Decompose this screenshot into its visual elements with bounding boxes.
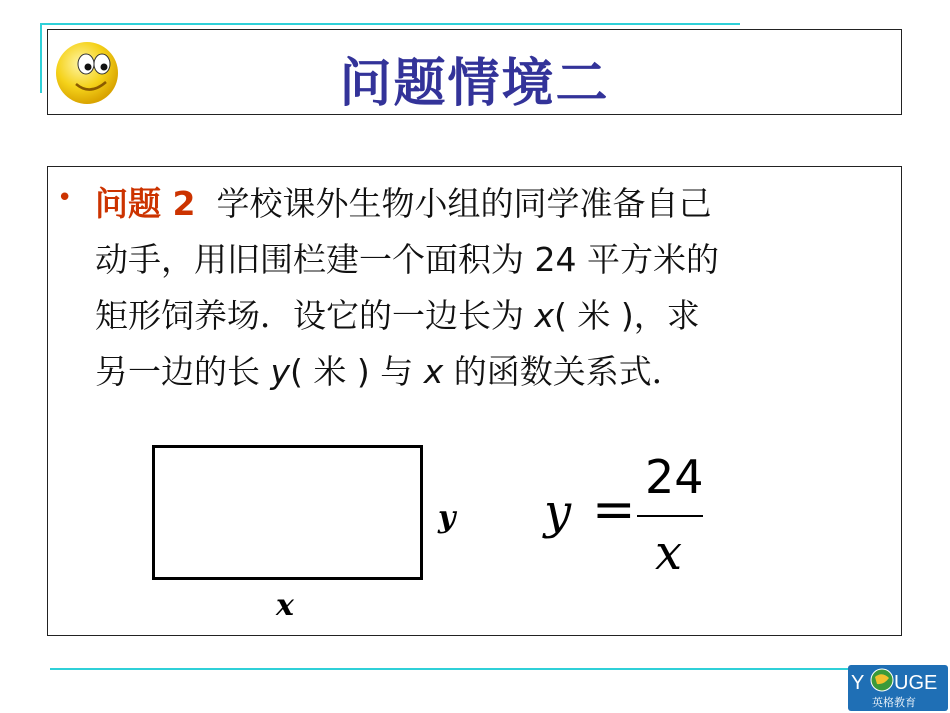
formula-lhs: y: [544, 484, 572, 540]
rectangle-side-x-label: x: [276, 588, 294, 623]
function-formula: [540, 450, 720, 590]
svg-text:UGE: UGE: [894, 672, 938, 694]
rectangle-side-y-label: y: [438, 500, 456, 535]
top-accent-line: [40, 23, 740, 25]
variable-y: y: [270, 352, 291, 391]
problem-statement: [95, 176, 885, 400]
smiley-face-icon: [54, 40, 120, 106]
fraction-bar: [637, 515, 703, 517]
bottom-accent-line: [50, 668, 900, 670]
problem-line-1: 学校课外生物小组的同学准备自己: [216, 184, 712, 223]
svg-text:英格教育: 英格教育: [872, 696, 916, 709]
problem-line-3a: 矩形饲养场．设它的一边长为: [95, 296, 535, 335]
problem-line-4c: 的函数关系式．: [443, 352, 685, 391]
problem-line-4b: ( 米 ) 与: [290, 352, 424, 391]
title-frame: [47, 29, 902, 115]
variable-x-2: x: [423, 352, 444, 391]
variable-x: x: [534, 296, 555, 335]
svg-text:Y: Y: [851, 672, 865, 694]
problem-label: 问题 2: [95, 184, 196, 223]
formula-equals: =: [592, 480, 636, 540]
slide-title: 问题情境二: [339, 53, 610, 114]
problem-line-3b: ( 米 )，求: [554, 296, 700, 335]
formula-numerator: 24: [645, 450, 704, 504]
formula-denominator: x: [655, 525, 683, 581]
bullet-icon: •: [57, 183, 73, 213]
problem-line-2: 动手，用旧围栏建一个面积为 24 平方米的: [95, 240, 719, 279]
left-accent-line: [40, 23, 42, 93]
problem-line-4a: 另一边的长: [95, 352, 271, 391]
rectangle-diagram: [152, 445, 423, 580]
youge-logo: [848, 665, 948, 711]
